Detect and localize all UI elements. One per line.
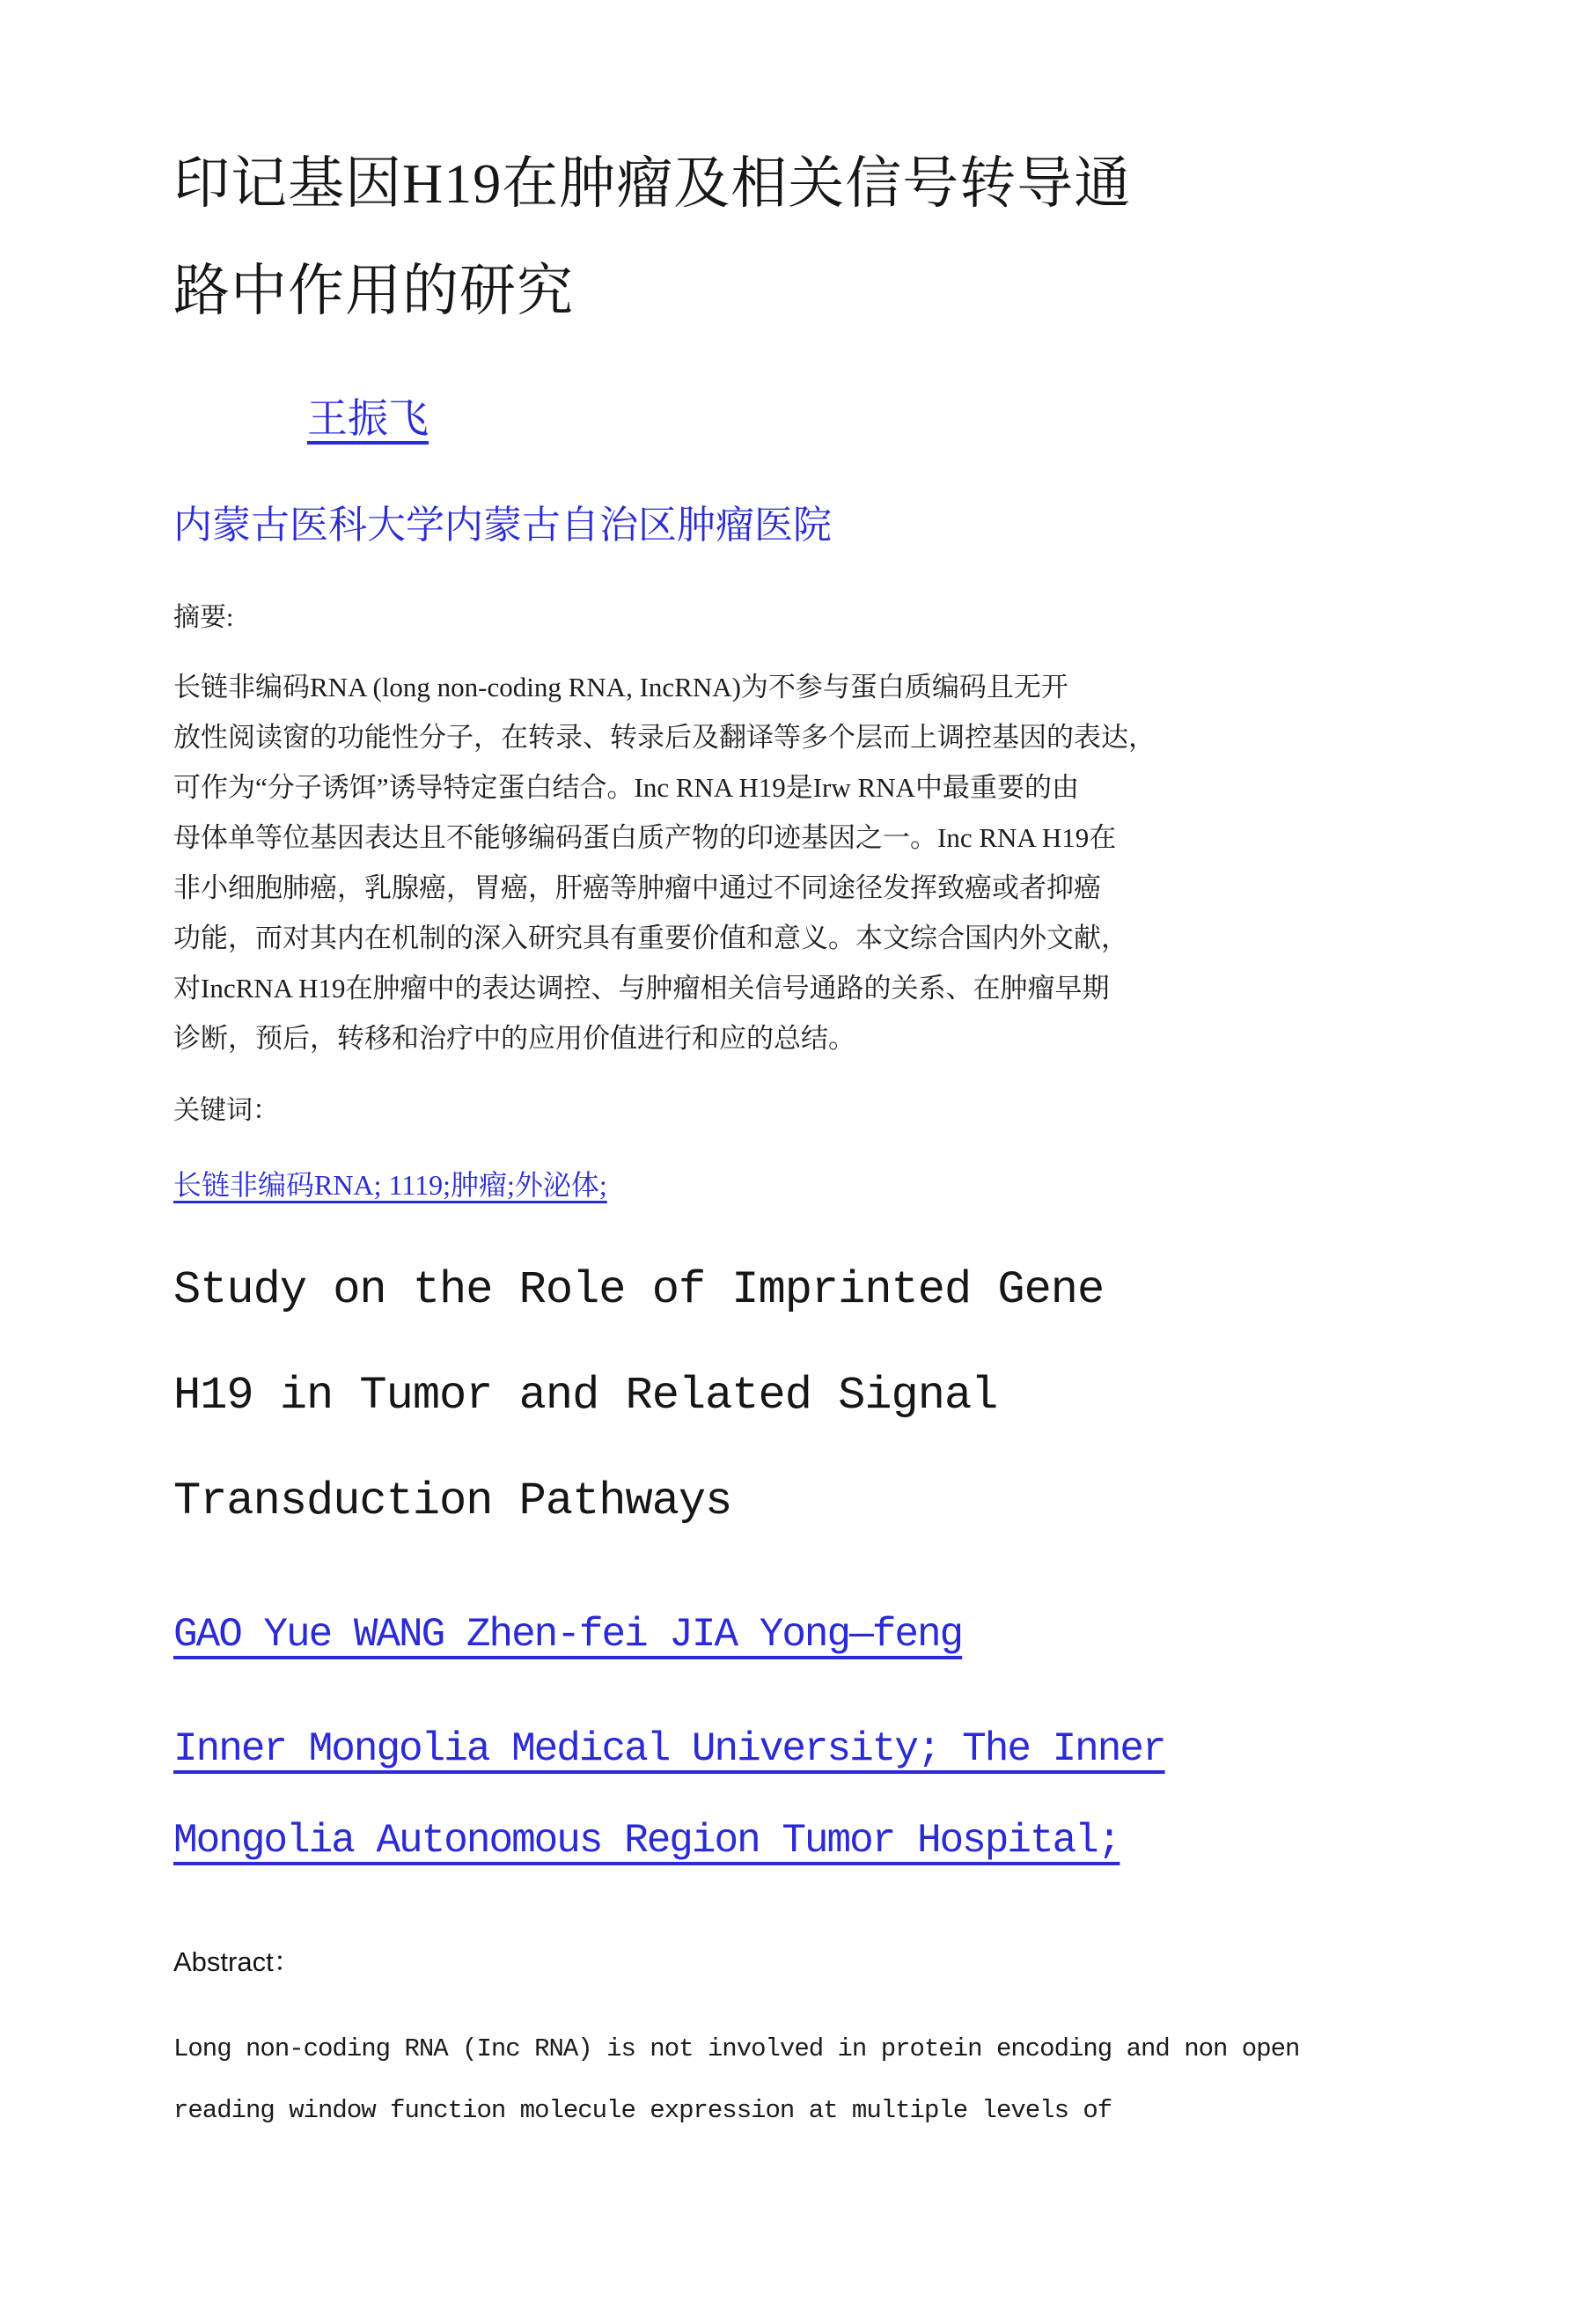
keywords-label: 关键词：	[173, 1096, 279, 1125]
keywords-link[interactable]: 长链非编码RNA; 1119;肿瘤;外泌体;	[173, 1169, 607, 1201]
english-abstract-text: Long non-coding RNA (Inc RNA) is not involved in protein encoding and non open reading window function molecule expression at multiple levels of	[173, 2034, 1300, 2126]
chinese-abstract-text: 长链非编码RNA (long non-coding RNA, IncRNA)为不参与蛋白质编码且无开 放性阅读窗的功能性分子，在转录、转录后及翻译等多个层而上调控基因的表达， 可作为“分子诱饵”诱导特定蛋白结合。Inc RNA H19是Irw RNA中最重要的由 母体单等位基因表达且不能够编码蛋白质产物的印迹基因之一。Inc RNA H19在 非小细胞肺癌，乳腺癌，胃癌，肝癌等肿瘤中通过不同途径发挥致癌或者抑癌 功能，而对其内在机制的深入研究具有重要价值和意义。本文综合国内外文献， 对IncRNA H19在肿瘤中的表达调控、与肿瘤相关信号通路的关系、在肿瘤早期 诊断，预后，转移和治疗中的应用价值进行和应的总结。	[173, 672, 1156, 1054]
english-title: Study on the Role of Imprinted Gene H19 in Tumor and Related Signal Transduction Pathways	[173, 1264, 1105, 1527]
institution-link[interactable]: 内蒙古医科大学内蒙古自治区肿瘤医院	[173, 504, 832, 547]
keywords-row	[173, 1130, 1369, 1204]
english-authors-row	[173, 1592, 1369, 1663]
author-link[interactable]: 王振飞	[307, 396, 429, 441]
english-institution-link[interactable]: Inner Mongolia Medical University; The Inner Mongolia Autonomous Region Tumor Hospital;	[173, 1726, 1165, 1864]
english-abstract-label: Abstract：	[173, 1946, 301, 1978]
english-institution-row	[173, 1663, 1369, 1886]
chinese-title: 印记基因H19在肿瘤及相关信号转导通 路中作用的研究	[173, 152, 1132, 322]
author-row	[173, 345, 1369, 447]
chinese-abstract-label: 摘要:	[173, 603, 234, 632]
english-authors-link[interactable]: GAO Yue WANG Zhen-fei JIA Yong—feng	[173, 1612, 963, 1658]
